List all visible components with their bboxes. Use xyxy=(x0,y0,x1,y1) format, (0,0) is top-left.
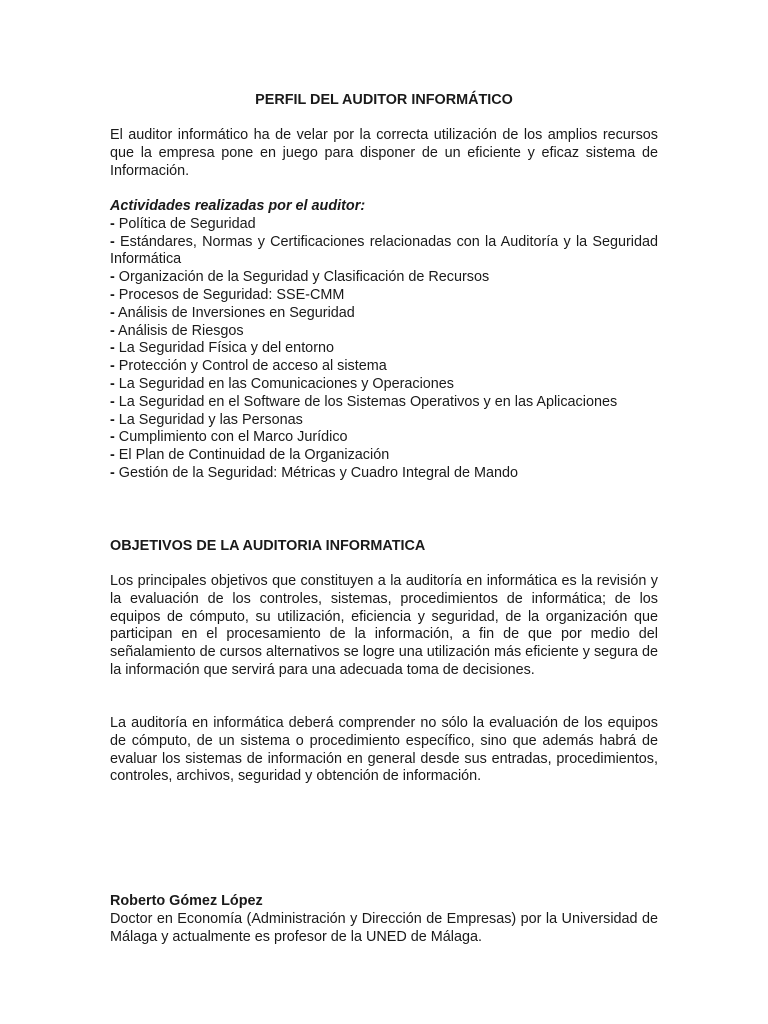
activities-section xyxy=(110,198,658,483)
list-item xyxy=(110,216,658,234)
list-item-text: La Seguridad Física y del entorno xyxy=(118,340,334,357)
list-bullet: - xyxy=(110,464,115,481)
list-item xyxy=(110,429,658,447)
list-item xyxy=(110,323,658,341)
list-bullet: - xyxy=(110,447,115,464)
document-title: PERFIL DEL AUDITOR INFORMÁTICO xyxy=(255,92,513,108)
list-item-text: Cumplimiento con el Marco Jurídico xyxy=(118,429,348,446)
list-item-text: Procesos de Seguridad: SSE-CMM xyxy=(118,286,345,303)
objectives-paragraph-1: Los principales objetivos que constituyen a la auditoría en informática es la revisión y la evaluación de los controles, sistemas, procedimientos de informática; de los equipos de cómputo, su utilización, eficiencia y seguridad, de la organización que participan en el procesamiento de la información, a fin de que por medio del señalamiento de cursos alternativos se logre una utilización más eficiente y segura de la información que servirá para una adecuada toma de decisiones. xyxy=(110,573,658,678)
list-item xyxy=(110,340,658,358)
list-item-text: La Seguridad y las Personas xyxy=(118,411,303,428)
list-bullet: - xyxy=(110,340,115,357)
list-bullet: - xyxy=(110,215,115,232)
list-bullet: - xyxy=(110,411,115,428)
list-item xyxy=(110,465,658,483)
intro-paragraph: El auditor informático ha de velar por la correcta utilización de los amplios recursos que la empresa pone en juego para disponer de un eficiente y eficaz sistema de Información. xyxy=(110,127,658,179)
list-item xyxy=(110,376,658,394)
objectives-paragraph-2: La auditoría en informática deberá comprender no sólo la evaluación de los equipos de cómputo, de un sistema o procedimiento específico, sino que además habrá de evaluar los sistemas de información en general desde sus entradas, procedimientos, controles, archivos, seguridad y obtención de información. xyxy=(110,715,658,785)
list-item xyxy=(110,358,658,376)
list-bullet: - xyxy=(110,358,115,375)
list-item xyxy=(110,447,658,465)
list-item-text: Organización de la Seguridad y Clasificación de Recursos xyxy=(118,269,490,286)
list-bullet: - xyxy=(110,304,115,321)
list-item-text: Gestión de la Seguridad: Métricas y Cuadro Integral de Mando xyxy=(118,464,518,481)
list-item-text: Análisis de Inversiones en Seguridad xyxy=(118,304,355,321)
list-bullet: - xyxy=(110,322,115,339)
author-bio: Doctor en Economía (Administración y Dirección de Empresas) por la Universidad de Málaga y actualmente es profesor de la UNED de Málaga. xyxy=(110,911,658,945)
list-item-text: La Seguridad en las Comunicaciones y Operaciones xyxy=(118,375,454,392)
list-bullet: - xyxy=(110,375,115,392)
list-item xyxy=(110,269,658,287)
list-bullet: - xyxy=(110,233,115,250)
list-bullet: - xyxy=(110,269,115,286)
list-item xyxy=(110,234,658,270)
list-item xyxy=(110,412,658,430)
list-bullet: - xyxy=(110,393,115,410)
activities-heading: Actividades realizadas por el auditor: xyxy=(110,198,366,214)
list-item-text: El Plan de Continuidad de la Organización xyxy=(118,447,390,464)
list-item xyxy=(110,394,658,412)
list-item-text: Estándares, Normas y Certificaciones relacionadas con la Auditoría y la Seguridad Informática xyxy=(110,233,658,268)
list-item xyxy=(110,305,658,323)
list-bullet: - xyxy=(110,429,115,446)
activities-list xyxy=(110,216,658,483)
list-item-text: Protección y Control de acceso al sistema xyxy=(118,358,387,375)
list-item-text: La Seguridad en el Software de los Sistemas Operativos y en las Aplicaciones xyxy=(118,393,618,410)
list-bullet: - xyxy=(110,286,115,303)
author-name: Roberto Gómez López xyxy=(110,893,263,909)
list-item-text: Análisis de Riesgos xyxy=(118,322,244,339)
objectives-title: OBJETIVOS DE LA AUDITORIA INFORMATICA xyxy=(110,538,426,554)
list-item-text: Política de Seguridad xyxy=(118,215,256,232)
list-item xyxy=(110,287,658,305)
